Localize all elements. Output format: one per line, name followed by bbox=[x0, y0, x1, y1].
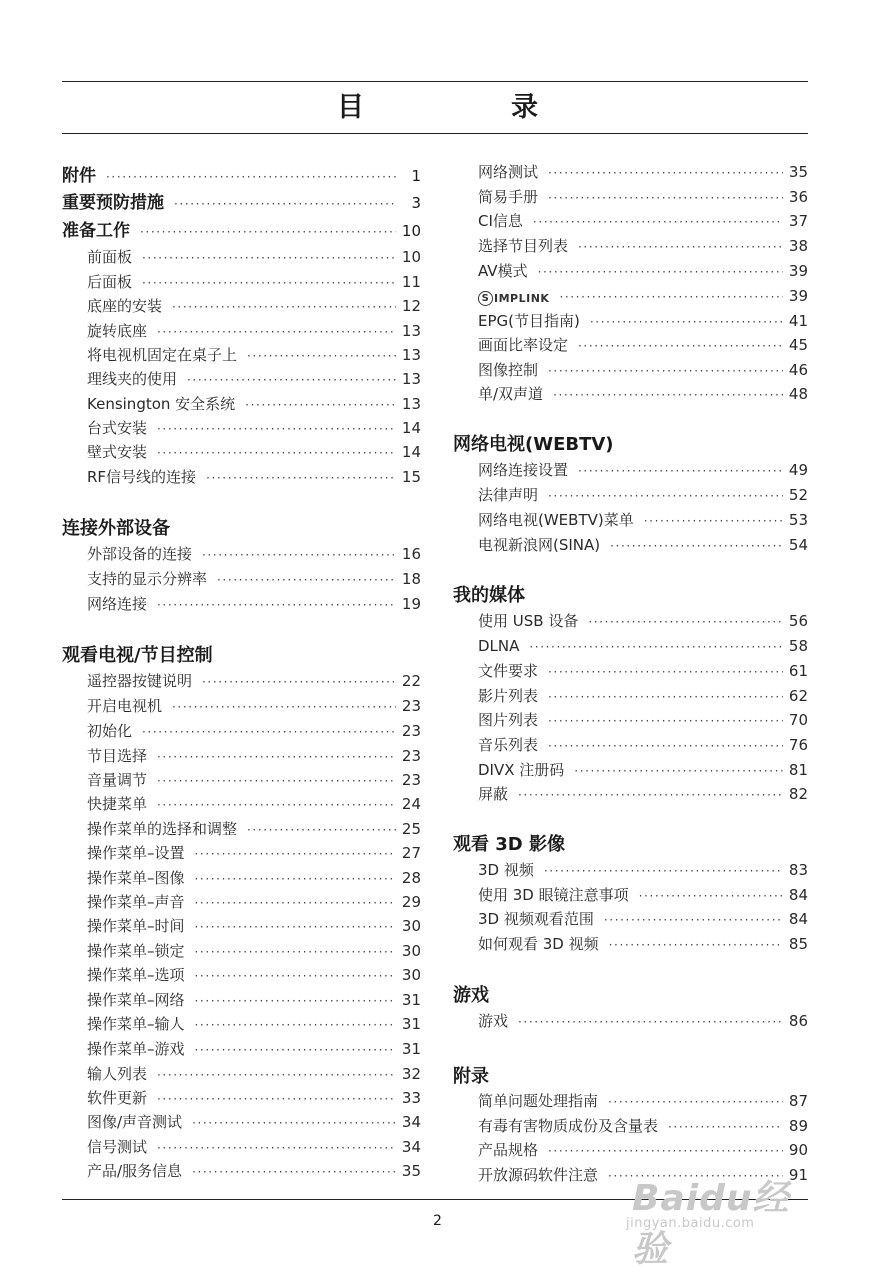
toc-entry-label: 游戏 bbox=[453, 985, 489, 1006]
toc-entry-label: 如何观看 3D 视频 bbox=[478, 935, 599, 953]
toc-entry-page: 54 bbox=[788, 536, 808, 554]
toc-entry[interactable] bbox=[453, 334, 808, 356]
toc-entry-label: 附件 bbox=[62, 166, 96, 186]
toc-entry-page: 85 bbox=[788, 935, 808, 953]
dot-leader bbox=[157, 746, 396, 768]
dot-leader bbox=[195, 1014, 396, 1036]
dot-leader bbox=[590, 311, 783, 333]
toc-entry-label: 准备工作 bbox=[62, 221, 130, 241]
toc-entry-label: 我的媒体 bbox=[453, 585, 525, 606]
dot-leader bbox=[245, 394, 396, 416]
toc-entry[interactable] bbox=[453, 685, 808, 707]
toc-entry-page: 25 bbox=[401, 820, 421, 838]
toc-entry-page: 48 bbox=[788, 385, 808, 403]
toc-entry-page: 23 bbox=[401, 722, 421, 740]
toc-entry-page: 46 bbox=[788, 361, 808, 379]
dot-leader bbox=[157, 794, 396, 816]
dot-leader bbox=[202, 544, 396, 566]
dot-leader bbox=[157, 1088, 396, 1110]
dot-leader bbox=[604, 909, 783, 931]
toc-entry[interactable] bbox=[62, 568, 421, 590]
toc-entry-label: 操作菜单–声音 bbox=[87, 893, 185, 911]
toc-entry[interactable] bbox=[453, 709, 808, 731]
toc-entry[interactable] bbox=[453, 933, 808, 955]
dot-leader bbox=[578, 236, 783, 258]
toc-entry-label: 操作菜单–时间 bbox=[87, 917, 185, 935]
toc-entry-label: DLNA bbox=[478, 637, 520, 655]
toc-entry-page: 34 bbox=[401, 1138, 421, 1156]
toc-entry[interactable] bbox=[453, 383, 808, 405]
toc-entry-label: 图片列表 bbox=[478, 711, 539, 729]
dot-leader bbox=[548, 735, 783, 757]
toc-entry-label: 软件更新 bbox=[87, 1089, 148, 1107]
toc-entry-label: 支持的显示分辨率 bbox=[87, 570, 208, 588]
toc-entry-label: 旋转底座 bbox=[87, 322, 148, 340]
toc-entry[interactable] bbox=[62, 163, 421, 189]
dot-leader bbox=[247, 819, 396, 841]
toc-entry-page: 11 bbox=[401, 273, 421, 291]
toc-entry-page: 56 bbox=[788, 612, 808, 630]
toc-entry-page: 52 bbox=[788, 486, 808, 504]
dot-leader bbox=[548, 686, 783, 708]
toc-entry-page: 35 bbox=[401, 1162, 421, 1180]
toc-entry-page: 31 bbox=[401, 1015, 421, 1033]
dot-leader bbox=[668, 1116, 783, 1138]
simplink-logo bbox=[453, 285, 549, 310]
toc-entry-label: 操作菜单–选项 bbox=[87, 966, 185, 984]
dot-leader bbox=[548, 162, 783, 184]
dot-leader bbox=[195, 941, 396, 963]
toc-entry[interactable] bbox=[453, 359, 808, 381]
toc-entry-page: 76 bbox=[788, 736, 808, 754]
toc-entry[interactable] bbox=[62, 344, 421, 366]
toc-entry[interactable] bbox=[453, 285, 808, 307]
toc-entry-label: 连接外部设备 bbox=[62, 518, 170, 539]
toc-entry-label: 操作菜单–图像 bbox=[87, 869, 185, 887]
toc-entry[interactable] bbox=[62, 989, 421, 1011]
toc-entry-label: 选择节目列表 bbox=[478, 237, 569, 255]
toc-entry-page: 87 bbox=[788, 1092, 808, 1110]
toc-entry-label: 前面板 bbox=[87, 248, 133, 266]
dot-leader bbox=[140, 219, 396, 245]
toc-entry[interactable] bbox=[62, 1087, 421, 1109]
toc-entry[interactable] bbox=[62, 295, 421, 317]
toc-entry[interactable] bbox=[453, 509, 808, 531]
toc-entry[interactable] bbox=[62, 720, 421, 742]
toc-entry[interactable] bbox=[453, 260, 808, 282]
toc-entry-page: 13 bbox=[401, 346, 421, 364]
toc-entry[interactable] bbox=[453, 610, 808, 632]
toc-entry-label: 遥控器按键说明 bbox=[87, 672, 193, 690]
toc-entry[interactable] bbox=[62, 842, 421, 864]
toc-entry[interactable] bbox=[62, 466, 421, 488]
toc-entry-page: 58 bbox=[788, 637, 808, 655]
toc-entry-page: 83 bbox=[788, 861, 808, 879]
toc-entry-page: 84 bbox=[788, 910, 808, 928]
toc-entry[interactable] bbox=[453, 484, 808, 506]
toc-entry-page: 23 bbox=[401, 697, 421, 715]
toc-entry-page: 70 bbox=[788, 711, 808, 729]
dot-leader bbox=[142, 721, 396, 743]
watermark-brand: Baidu经验 bbox=[632, 1178, 790, 1270]
dot-leader bbox=[195, 892, 396, 914]
toc-entry-label: 3D 视频 bbox=[478, 861, 534, 879]
dot-leader bbox=[609, 934, 783, 956]
dot-leader bbox=[206, 467, 396, 489]
dot-leader bbox=[195, 965, 396, 987]
toc-entry-label: 初始化 bbox=[87, 722, 133, 740]
toc-entry[interactable] bbox=[62, 1160, 421, 1182]
toc-entry-page: 28 bbox=[401, 869, 421, 887]
toc-entry[interactable] bbox=[62, 417, 421, 439]
toc-entry-label: 外部设备的连接 bbox=[87, 545, 193, 563]
watermark-url: jingyan.baidu.com bbox=[626, 1216, 755, 1231]
toc-entry-label: 屏蔽 bbox=[478, 785, 509, 803]
top-rule bbox=[62, 81, 808, 82]
toc-entry[interactable] bbox=[62, 1038, 421, 1060]
toc-entry-page: 1 bbox=[411, 167, 421, 185]
toc-entry-label: 产品规格 bbox=[478, 1141, 539, 1159]
toc-entry[interactable] bbox=[453, 210, 808, 232]
toc-entry-label: 网络连接 bbox=[87, 595, 148, 613]
toc-entry[interactable] bbox=[453, 1090, 808, 1112]
toc-entry-page: 23 bbox=[401, 747, 421, 765]
toc-entry-label: 游戏 bbox=[478, 1012, 509, 1030]
dot-leader bbox=[157, 1137, 396, 1159]
toc-entry-label: 画面比率设定 bbox=[478, 336, 569, 354]
dot-leader bbox=[106, 164, 397, 190]
toc-entry-label: 操作菜单–输人 bbox=[87, 1015, 185, 1033]
page-title: 目 录 bbox=[337, 92, 598, 123]
baidu-watermark bbox=[618, 1160, 818, 1270]
toc-entry[interactable] bbox=[453, 884, 808, 906]
toc-entry-label: 使用 USB 设备 bbox=[478, 612, 579, 630]
toc-entry-label: 信号测试 bbox=[87, 1138, 148, 1156]
toc-entry-page: 37 bbox=[788, 212, 808, 230]
dot-leader bbox=[195, 1039, 396, 1061]
toc-entry-label: 操作菜单–网络 bbox=[87, 991, 185, 1009]
toc-entry[interactable] bbox=[453, 783, 808, 805]
toc-entry-label: 将电视机固定在桌子上 bbox=[87, 346, 238, 364]
toc-entry-label: 3D 视频观看范围 bbox=[478, 910, 594, 928]
dot-leader bbox=[639, 885, 783, 907]
toc-entry[interactable] bbox=[453, 660, 808, 682]
dot-leader bbox=[187, 369, 396, 391]
toc-entry-page: 39 bbox=[788, 262, 808, 280]
toc-entry[interactable] bbox=[62, 368, 421, 390]
toc-entry-label: 开放源码软件注意 bbox=[478, 1166, 599, 1184]
toc-entry[interactable] bbox=[453, 459, 808, 481]
dot-leader bbox=[548, 661, 783, 683]
toc-entry-label: 网络电视(WEBTV)菜单 bbox=[478, 511, 634, 529]
dot-leader bbox=[142, 272, 396, 294]
dot-leader bbox=[644, 510, 783, 532]
toc-entry[interactable] bbox=[453, 161, 808, 183]
toc-entry-page: 13 bbox=[401, 322, 421, 340]
toc-entry[interactable] bbox=[62, 190, 421, 216]
toc-entry-page: 30 bbox=[401, 966, 421, 984]
dot-leader bbox=[574, 760, 783, 782]
toc-entry-label: 重要预防措施 bbox=[62, 193, 164, 213]
toc-entry-page: 38 bbox=[788, 237, 808, 255]
toc-entry-page: 31 bbox=[401, 1040, 421, 1058]
toc-entry-page: 36 bbox=[788, 188, 808, 206]
toc-entry-page: 86 bbox=[788, 1012, 808, 1030]
toc-entry-label: 电视新浪网(SINA) bbox=[478, 536, 601, 554]
toc-entry[interactable] bbox=[62, 769, 421, 791]
toc-section-heading bbox=[453, 832, 808, 858]
toc-entry-label: 文件要求 bbox=[478, 662, 539, 680]
dot-leader bbox=[578, 335, 783, 357]
dot-leader bbox=[172, 696, 396, 718]
dot-leader bbox=[195, 990, 396, 1012]
toc-entry-page: 91 bbox=[788, 1166, 808, 1184]
toc-entry-page: 90 bbox=[788, 1141, 808, 1159]
toc-entry-label: 有毒有害物质成份及含量表 bbox=[478, 1117, 659, 1135]
dot-leader bbox=[533, 211, 783, 233]
dot-leader bbox=[247, 345, 396, 367]
dot-leader bbox=[157, 418, 396, 440]
toc-entry-page: 41 bbox=[788, 312, 808, 330]
toc-entry-label: EPG(节目指南) bbox=[478, 312, 580, 330]
toc-entry-page: 61 bbox=[788, 662, 808, 680]
toc-entry-page: 22 bbox=[401, 672, 421, 690]
toc-entry[interactable] bbox=[453, 734, 808, 756]
toc-entry-label: 后面板 bbox=[87, 273, 133, 291]
dot-leader bbox=[157, 770, 396, 792]
toc-entry[interactable] bbox=[62, 393, 421, 415]
toc-entry-page: 62 bbox=[788, 687, 808, 705]
toc-entry-label: 网络电视(WEBTV) bbox=[453, 434, 614, 455]
toc-entry-page: 14 bbox=[401, 419, 421, 437]
toc-entry-label: 附录 bbox=[453, 1066, 489, 1087]
toc-entry[interactable] bbox=[453, 186, 808, 208]
toc-entry-page: 13 bbox=[401, 370, 421, 388]
toc-entry-label: 简易手册 bbox=[478, 188, 539, 206]
toc-entry-page: 53 bbox=[788, 511, 808, 529]
toc-entry-label: 图像/声音测试 bbox=[87, 1113, 183, 1131]
dot-leader bbox=[548, 1140, 783, 1162]
toc-entry-label: 产品/服务信息 bbox=[87, 1162, 183, 1180]
dot-leader bbox=[217, 569, 396, 591]
toc-entry[interactable] bbox=[62, 891, 421, 913]
dot-leader bbox=[548, 360, 783, 382]
toc-entry[interactable] bbox=[62, 695, 421, 717]
toc-entry[interactable] bbox=[453, 859, 808, 881]
toc-section-heading bbox=[453, 1064, 808, 1090]
toc-entry-page: 45 bbox=[788, 336, 808, 354]
toc-entry[interactable] bbox=[62, 670, 421, 692]
dot-leader bbox=[559, 286, 782, 308]
toc-entry[interactable] bbox=[62, 543, 421, 565]
toc-section-heading bbox=[453, 432, 808, 458]
toc-entry[interactable] bbox=[62, 1111, 421, 1133]
dot-leader bbox=[529, 636, 783, 658]
toc-entry-label: 使用 3D 眼镜注意事项 bbox=[478, 886, 629, 904]
toc-entry[interactable] bbox=[62, 218, 421, 244]
dot-leader bbox=[538, 261, 783, 283]
toc-entry-page: 29 bbox=[401, 893, 421, 911]
toc-entry[interactable] bbox=[62, 271, 421, 293]
toc-section-heading bbox=[62, 516, 421, 542]
toc-entry-page: 3 bbox=[411, 194, 421, 212]
dot-leader bbox=[553, 384, 783, 406]
toc-entry-page: 13 bbox=[401, 395, 421, 413]
toc-entry-label: AV模式 bbox=[478, 262, 528, 280]
toc-entry[interactable] bbox=[453, 534, 808, 556]
dot-leader bbox=[172, 296, 396, 318]
toc-entry[interactable] bbox=[62, 818, 421, 840]
toc-entry-label: RF信号线的连接 bbox=[87, 468, 197, 486]
toc-entry-label: Kensington 安全系统 bbox=[87, 395, 236, 413]
toc-entry-page: 23 bbox=[401, 771, 421, 789]
toc-entry[interactable] bbox=[453, 1115, 808, 1137]
toc-entry-label: 网络连接设置 bbox=[478, 461, 569, 479]
dot-leader bbox=[195, 843, 396, 865]
toc-entry-label: 底座的安装 bbox=[87, 297, 163, 315]
dot-leader bbox=[192, 1112, 396, 1134]
toc-entry-page: 15 bbox=[401, 468, 421, 486]
dot-leader bbox=[157, 594, 396, 616]
dot-leader bbox=[142, 247, 396, 269]
toc-entry-page: 12 bbox=[401, 297, 421, 315]
toc-section-heading bbox=[62, 643, 421, 669]
toc-entry[interactable] bbox=[62, 1013, 421, 1035]
toc-entry-page: 10 bbox=[401, 222, 421, 240]
dot-leader bbox=[548, 187, 783, 209]
toc-entry[interactable] bbox=[453, 235, 808, 257]
toc-entry-page: 39 bbox=[788, 287, 808, 305]
toc-entry-label: 理线夹的使用 bbox=[87, 370, 178, 388]
toc-entry-label: 观看 3D 影像 bbox=[453, 834, 565, 855]
toc-entry-page: 14 bbox=[401, 443, 421, 461]
toc-entry-label: 单/双声道 bbox=[478, 385, 544, 403]
toc-entry[interactable] bbox=[62, 441, 421, 463]
toc-entry-page: 30 bbox=[401, 917, 421, 935]
dot-leader bbox=[157, 1064, 396, 1086]
toc-entry-page: 24 bbox=[401, 795, 421, 813]
toc-entry-label: 输人列表 bbox=[87, 1065, 148, 1083]
dot-leader bbox=[608, 1091, 783, 1113]
toc-entry-label: 壁式安装 bbox=[87, 443, 148, 461]
toc-section-heading bbox=[453, 983, 808, 1009]
toc-entry-label: 节目选择 bbox=[87, 747, 148, 765]
toc-entry-page: 84 bbox=[788, 886, 808, 904]
toc-entry[interactable] bbox=[62, 1136, 421, 1158]
toc-entry-page: 35 bbox=[788, 163, 808, 181]
toc-entry[interactable] bbox=[453, 310, 808, 332]
toc-entry-label: 法律声明 bbox=[478, 486, 539, 504]
toc-entry[interactable] bbox=[62, 593, 421, 615]
toc-entry-page: 34 bbox=[401, 1113, 421, 1131]
toc-entry-page: 81 bbox=[788, 761, 808, 779]
dot-leader bbox=[518, 784, 783, 806]
toc-entry[interactable] bbox=[62, 940, 421, 962]
toc-entry[interactable] bbox=[62, 745, 421, 767]
toc-entry-label: 操作菜单–设置 bbox=[87, 844, 185, 862]
toc-entry[interactable] bbox=[62, 867, 421, 889]
dot-leader bbox=[610, 535, 783, 557]
dot-leader bbox=[192, 1161, 396, 1183]
toc-entry[interactable] bbox=[62, 964, 421, 986]
toc-entry-label: 台式安装 bbox=[87, 419, 148, 437]
dot-leader bbox=[518, 1011, 783, 1033]
toc-entry-page: 30 bbox=[401, 942, 421, 960]
dot-leader bbox=[157, 321, 396, 343]
toc-entry-label: 图像控制 bbox=[478, 361, 539, 379]
dot-leader bbox=[202, 671, 396, 693]
page-number: 2 bbox=[433, 1213, 442, 1229]
dot-leader bbox=[157, 442, 396, 464]
toc-section-heading bbox=[453, 583, 808, 609]
toc-entry[interactable] bbox=[453, 635, 808, 657]
toc-entry-page: 82 bbox=[788, 785, 808, 803]
toc-entry-page: 89 bbox=[788, 1117, 808, 1135]
dot-leader bbox=[548, 710, 783, 732]
toc-entry-page: 32 bbox=[401, 1065, 421, 1083]
toc-entry[interactable] bbox=[62, 1063, 421, 1085]
toc-entry[interactable] bbox=[62, 793, 421, 815]
toc-entry[interactable] bbox=[453, 1139, 808, 1161]
toc-entry-label: 网络测试 bbox=[478, 163, 539, 181]
toc-entry-page: 33 bbox=[401, 1089, 421, 1107]
dot-leader bbox=[174, 191, 397, 217]
toc-entry-label: 开启电视机 bbox=[87, 697, 163, 715]
toc-entry-page: 27 bbox=[401, 844, 421, 862]
toc-entry-label: 操作菜单–游戏 bbox=[87, 1040, 185, 1058]
toc-entry[interactable] bbox=[453, 759, 808, 781]
dot-leader bbox=[578, 460, 783, 482]
toc-entry-label: 音乐列表 bbox=[478, 736, 539, 754]
toc-entry-label: 音量调节 bbox=[87, 771, 148, 789]
toc-entry[interactable] bbox=[62, 915, 421, 937]
toc-entry-label: 观看电视/节目控制 bbox=[62, 645, 213, 666]
toc-entry-label: 快捷菜单 bbox=[87, 795, 148, 813]
toc-entry-label: CI信息 bbox=[478, 212, 523, 230]
toc-entry-page: 10 bbox=[401, 248, 421, 266]
toc-entry-label: 简单问题处理指南 bbox=[478, 1092, 599, 1110]
simplink-icon: S IMPLINK bbox=[478, 288, 549, 310]
toc-entry-page: 16 bbox=[401, 545, 421, 563]
toc-entry[interactable] bbox=[62, 246, 421, 268]
toc-entry[interactable] bbox=[62, 320, 421, 342]
dot-leader bbox=[195, 916, 396, 938]
toc-entry-page: 19 bbox=[401, 595, 421, 613]
dot-leader bbox=[548, 485, 783, 507]
toc-entry-page: 49 bbox=[788, 461, 808, 479]
dot-leader bbox=[544, 860, 783, 882]
toc-entry[interactable] bbox=[453, 1010, 808, 1032]
dot-leader bbox=[588, 611, 783, 633]
toc-entry[interactable] bbox=[453, 908, 808, 930]
title-rule bbox=[62, 133, 808, 134]
toc-entry-page: 31 bbox=[401, 991, 421, 1009]
toc-entry-label: 操作菜单–锁定 bbox=[87, 942, 185, 960]
toc-entry-page: 18 bbox=[401, 570, 421, 588]
toc-entry-label: 影片列表 bbox=[478, 687, 539, 705]
toc-entry-label: 操作菜单的选择和调整 bbox=[87, 820, 238, 838]
dot-leader bbox=[195, 868, 396, 890]
toc-entry-label: DIVX 注册码 bbox=[478, 761, 565, 779]
